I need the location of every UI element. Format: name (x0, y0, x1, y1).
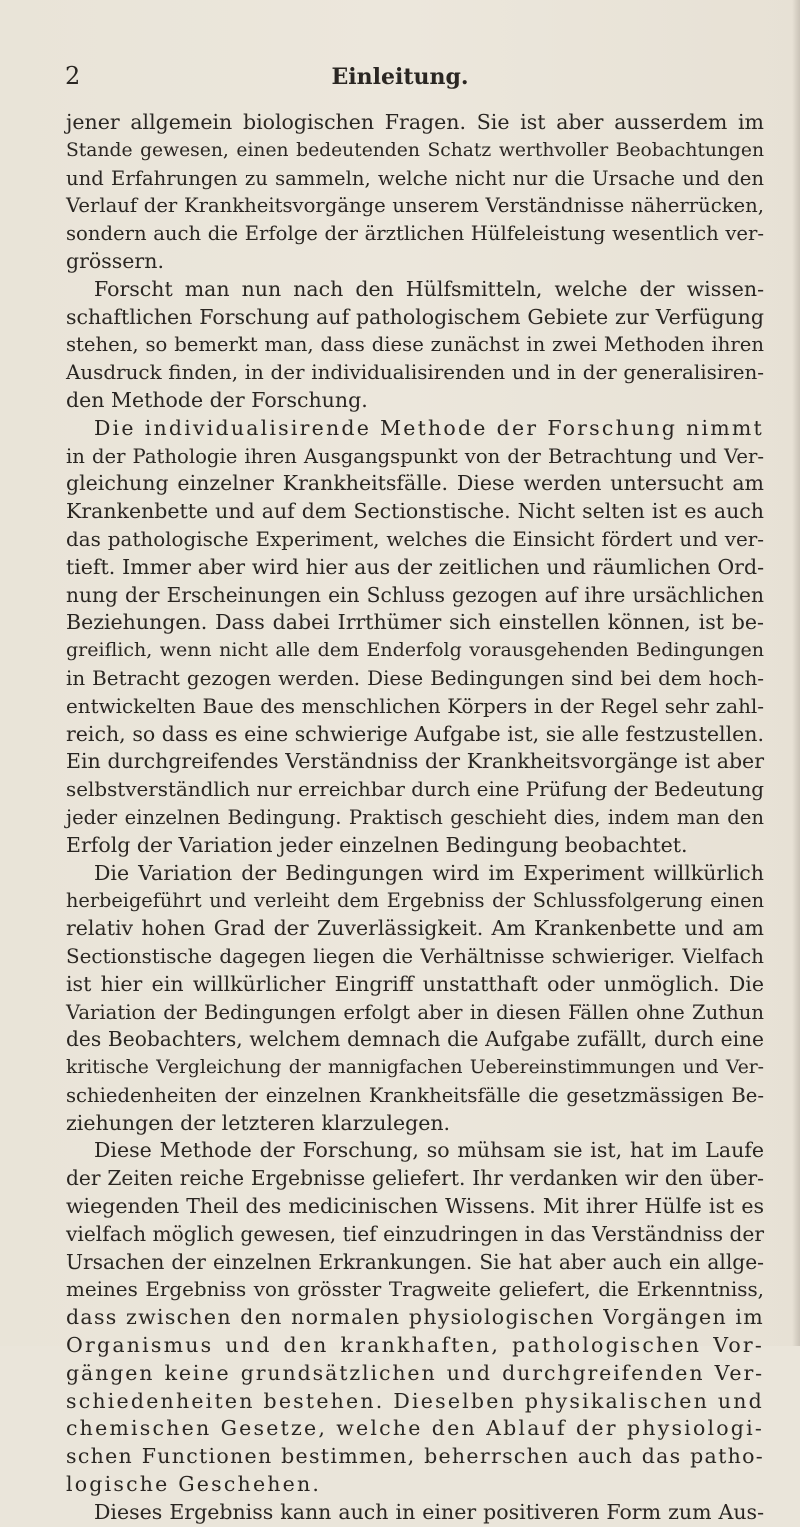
text-line: relativ hohen Grad der Zuverlässigkeit. Am Krankenbette und am (66, 916, 764, 941)
text-line: Dieses Ergebniss kann auch in einer positiveren Form zum Aus- (94, 1499, 764, 1524)
text-line: grössern. (66, 248, 164, 273)
text-line: des Beobachters, welchem demnach die Aufgabe zufällt, durch eine (66, 1027, 764, 1052)
text-line: und Erfahrungen zu sammeln, welche nicht nur die Ursache und den (66, 166, 764, 190)
text-line: Variation der Bedingungen erfolgt aber in diesen Fällen ohne Zuthun (66, 1000, 764, 1024)
text-line: sondern auch die Erfolge der ärztlichen Hülfeleistung wesentlich ver- (66, 222, 764, 246)
text-line: Ursachen der einzelnen Erkrankungen. Sie hat aber auch ein allge- (66, 1249, 764, 1274)
text-line: entwickelten Baue des menschlichen Körpers in der Regel sehr zahl- (66, 694, 764, 718)
text-line: Beziehungen. Dass dabei Irrthümer sich einstellen können, ist be- (66, 610, 764, 635)
text-line: Organismus und den krankhaften, pathologischen Vor- (66, 1333, 764, 1358)
text-line: Sectionstische dagegen liegen die Verhältnisse schwieriger. Vielfach (66, 944, 764, 968)
text-line: Ausdruck finden, in der individualisirenden und in der generalisiren- (66, 361, 764, 385)
text-line: Krankenbette und auf dem Sectionstische. Nicht selten ist es auch (66, 499, 764, 524)
text-line: ziehungen der letzteren klarzulegen. (66, 1110, 451, 1135)
page-header (0, 60, 800, 92)
text-line: Die individualisirende Methode der Forschung nimmt (94, 415, 764, 440)
text-line: schaftlichen Forschung auf pathologischem Gebiete zur Verfügung (66, 304, 764, 329)
text-line: ist hier ein willkürlicher Eingriff unstatthaft oder unmöglich. Die (66, 971, 764, 996)
running-title: Einleitung. (331, 64, 469, 90)
text-line: gängen keine grundsätzlichen und durchgreifenden Ver- (66, 1360, 764, 1385)
text-line: jener allgemein biologischen Fragen. Sie ist aber ausserdem im (66, 110, 764, 134)
text-line: nung der Erscheinungen ein Schluss gezogen auf ihre ursächlichen (66, 582, 764, 607)
text-line: stehen, so bemerkt man, dass diese zunächst in zwei Methoden ihren (66, 333, 764, 357)
text-line: chemischen Gesetze, welche den Ablauf der physiologi- (66, 1416, 764, 1441)
text-line: selbstverständlich nur erreichbar durch eine Prüfung der Bedeutung (66, 778, 764, 802)
text-line: das pathologische Experiment, welches die Einsicht fördert und ver- (66, 527, 764, 551)
text-line: Forscht man nun nach den Hülfsmitteln, welche der wissen- (94, 276, 764, 301)
text-line: logische Geschehen. (66, 1472, 322, 1497)
body-text (66, 109, 764, 1527)
text-line: jeder einzelnen Bedingung. Praktisch geschieht dies, indem man den (66, 805, 764, 829)
text-line: reich, so dass es eine schwierige Aufgabe ist, sie alle festzustellen. (66, 721, 764, 746)
text-line: schen Functionen bestimmen, beherrschen auch das patho- (66, 1444, 764, 1469)
text-line: vielfach möglich gewesen, tief einzudringen in das Verständniss der (66, 1221, 764, 1246)
text-line: greiflich, wenn nicht alle dem Enderfolg vorausgehenden Bedingungen (66, 639, 764, 662)
page-edge-shadow (792, 0, 800, 1346)
page-number: 2 (65, 62, 82, 90)
text-line: herbeigeführt und verleiht dem Ergebniss der Schlussfolgerung einen (66, 889, 764, 913)
text-line: Ein durchgreifendes Verständniss der Krankheitsvorgänge ist aber (66, 749, 764, 774)
text-line: den Methode der Forschung. (66, 387, 368, 412)
text-line: meines Ergebniss von grösster Tragweite geliefert, die Erkenntniss, (66, 1278, 764, 1302)
text-line: in der Pathologie ihren Ausgangspunkt von der Betrachtung und Ver- (66, 444, 764, 468)
text-line: Stande gewesen, einen bedeutenden Schatz werthvoller Beobachtungen (66, 139, 764, 161)
text-line: Verlauf der Krankheitsvorgänge unserem Verständnisse näherrücken, (66, 194, 764, 218)
text-line: gleichung einzelner Krankheitsfälle. Diese werden untersucht am (66, 471, 764, 496)
text-line: Erfolg der Variation jeder einzelnen Bedingung beobachtet. (66, 832, 688, 857)
text-line: schiedenheiten der einzelnen Krankheitsfälle die gesetzmässigen Be- (66, 1083, 764, 1107)
text-line: der Zeiten reiche Ergebnisse geliefert. Ihr verdanken wir den über- (66, 1166, 764, 1191)
text-line: Die Variation der Bedingungen wird im Experiment willkürlich (94, 860, 764, 885)
text-line: wiegenden Theil des medicinischen Wissens. Mit ihrer Hülfe ist es (66, 1194, 764, 1219)
text-line: Diese Methode der Forschung, so mühsam sie ist, hat im Laufe (94, 1138, 764, 1163)
text-line: schiedenheiten bestehen. Dieselben physikalischen und (66, 1388, 764, 1413)
text-line: tieft. Immer aber wird hier aus der zeitlichen und räumlichen Ord- (66, 554, 764, 579)
text-line: dass zwischen den normalen physiologischen Vorgängen im (66, 1305, 764, 1330)
text-line: kritische Vergleichung der mannigfachen Uebereinstimmungen und Ver- (66, 1057, 764, 1079)
text-line: in Betracht gezogen werden. Diese Bedingungen sind bei dem hoch- (66, 666, 764, 690)
